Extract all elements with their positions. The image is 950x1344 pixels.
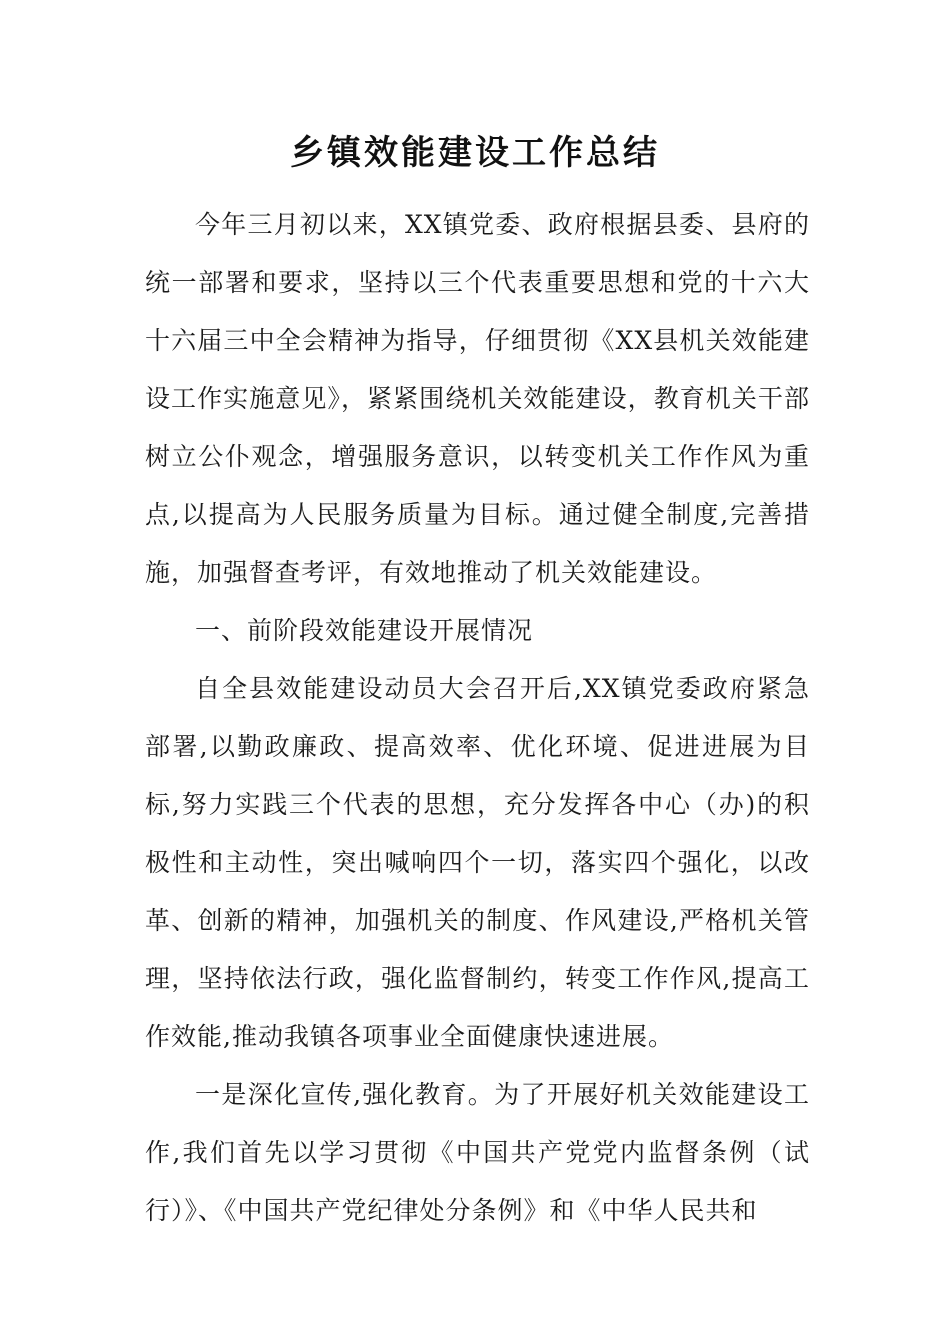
paragraph-point-one: 一是深化宣传,强化教育。为了开展好机关效能建设工作,我们首先以学习贯彻《中国共产党党内监督条例（试行）》、《中国共产党纪律处分条例》和《中华人民共和 (145, 1080, 810, 1225)
paragraph-section-one: 自全县效能建设动员大会召开后,XX镇党委政府紧急部署,以勤政廉政、提高效率、优化环境、促进进展为目标,努力实践三个代表的思想，充分发挥各中心（办)的积极性和主动性，突出喊响四个一切，落实四个强化，以改革、创新的精神，加强机关的制度、作风建设,严格机关管理，坚持依法行政，强化监督制约，转变工作作风,提高工作效能,推动我镇各项事业全面健康快速进展。 (145, 674, 810, 1051)
section-heading: 一、前阶段效能建设开展情况 (195, 616, 534, 645)
document-title: 乡镇效能建设工作总结 (290, 133, 660, 173)
paragraph-intro: 今年三月初以来，XX镇党委、政府根据县委、县府的统一部署和要求，坚持以三个代表重要思想和党的十六大十六届三中全会精神为指导，仔细贯彻《XX县机关效能建设工作实施意见》，紧紧围绕机关效能建设，教育机关干部树立公仆观念，增强服务意识，以转变机关工作作风为重点,以提高为人民服务质量为目标。通过健全制度,完善措施，加强督查考评，有效地推动了机关效能建设。 (145, 210, 810, 587)
document-body (145, 196, 810, 1240)
